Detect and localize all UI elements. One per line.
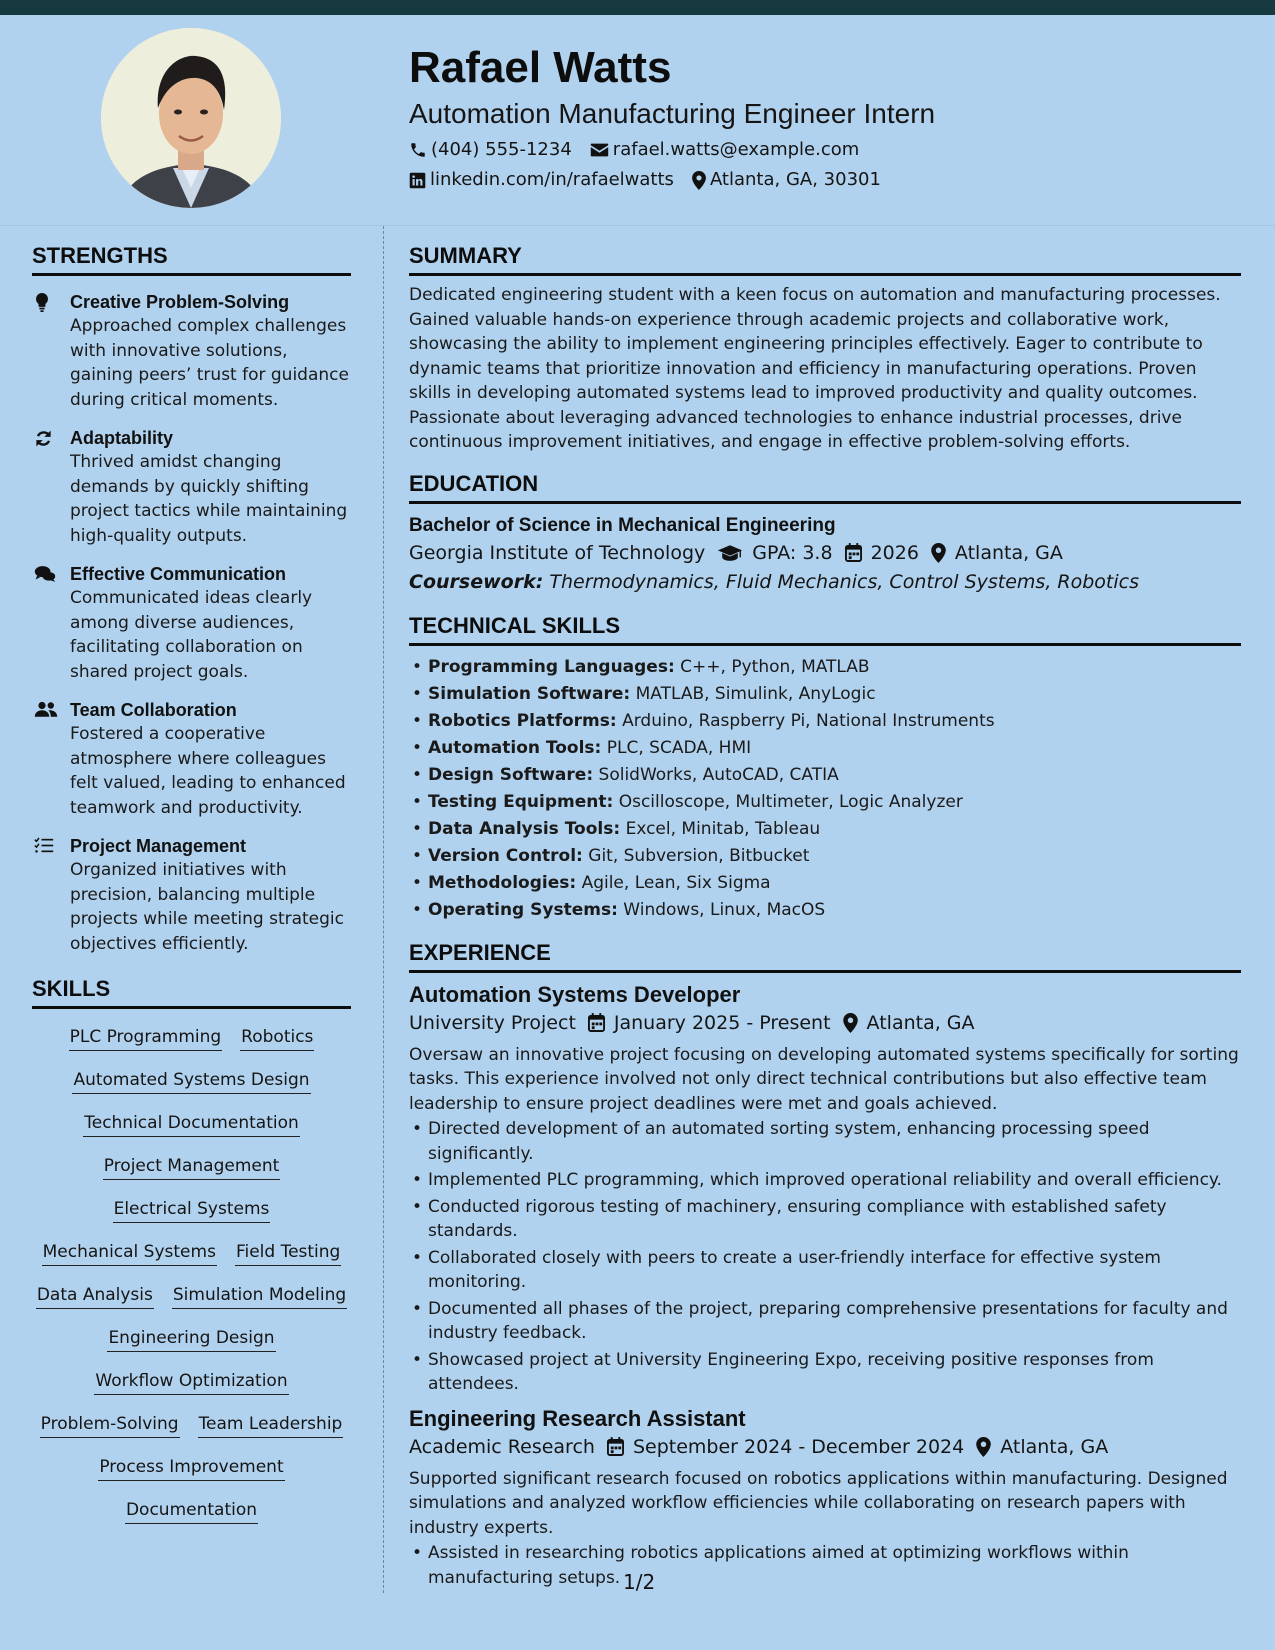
email-text[interactable]: rafael.watts@example.com (612, 139, 860, 160)
tech-skill-item (409, 897, 1241, 924)
gpa-item (717, 539, 832, 567)
job-dates-item (607, 1433, 964, 1461)
left-column (32, 243, 351, 1524)
tech-skill-label: Methodologies: (428, 872, 577, 893)
job-dates-item (588, 1009, 831, 1037)
year-text: 2026 (870, 541, 919, 564)
map-pin-icon (931, 543, 946, 563)
tech-skill-value: Git, Subversion, Bitbucket (588, 845, 810, 866)
tech-skill-value: PLC, SCADA, HMI (606, 737, 752, 758)
strength-title: Team Collaboration (70, 700, 237, 720)
strength-item (32, 698, 351, 820)
edu-location-text: Atlanta, GA (954, 541, 1063, 564)
job-bullet: • Directed development of an automated sorting system, enhancing processing speed significantly. (409, 1117, 1241, 1166)
tech-skill-label: Data Analysis Tools: (428, 818, 621, 839)
job-bullet: • Showcased project at University Engineering Expo, receiving positive responses from attendees. (409, 1348, 1241, 1397)
skill-tag: PLC Programming (69, 1025, 223, 1051)
lightbulb-icon (34, 293, 50, 312)
column-divider (383, 226, 384, 1593)
tech-skill-item (409, 816, 1241, 843)
strength-title: Effective Communication (70, 564, 287, 584)
job-location: Atlanta, GA (866, 1011, 975, 1034)
calendar-icon (588, 1013, 605, 1032)
calendar-icon (845, 543, 862, 562)
edu-location-item (931, 539, 1063, 567)
strengths-heading: STRENGTHS (32, 243, 351, 276)
year-item (845, 539, 919, 567)
tech-skill-item (409, 735, 1241, 762)
map-pin-icon (976, 1437, 991, 1457)
map-pin-icon (843, 1013, 858, 1033)
header-divider (0, 225, 1275, 226)
gpa-text: GPA: 3.8 (752, 541, 833, 564)
tech-skill-value: Arduino, Raspberry Pi, National Instruments (622, 710, 995, 731)
tech-skill-item (409, 762, 1241, 789)
tech-skill-value: Excel, Minitab, Tableau (625, 818, 821, 839)
tech-skill-item (409, 681, 1241, 708)
candidate-role: Automation Manufacturing Engineer Intern (409, 98, 936, 129)
linkedin-contact[interactable] (409, 168, 674, 192)
summary-heading: SUMMARY (409, 243, 1241, 276)
calendar-icon (607, 1437, 624, 1456)
education-meta (409, 539, 1241, 567)
tech-skill-label: Operating Systems: (428, 899, 618, 920)
job-org: University Project (409, 1011, 576, 1034)
tech-skill-value: SolidWorks, AutoCAD, CATIA (598, 764, 839, 785)
strength-desc: Fostered a cooperative atmosphere where colleagues felt valued, leading to enhanced teamwork and productivity. (70, 724, 346, 818)
education-heading: EDUCATION (409, 471, 1241, 504)
strength-desc: Thrived amidst changing demands by quickly shifting project tactics while maintaining high-quality outputs. (70, 452, 348, 546)
skills-heading: SKILLS (32, 976, 351, 1009)
strength-item (32, 426, 351, 548)
degree-title: Bachelor of Science in Mechanical Engineering (409, 514, 836, 536)
envelope-icon (590, 142, 609, 158)
strength-desc: Approached complex challenges with innovative solutions, gaining peers’ trust for guidance during critical moments. (70, 316, 349, 410)
job-location-item (976, 1433, 1108, 1461)
coursework-list: Thermodynamics, Fluid Mechanics, Control Systems, Robotics (549, 570, 1139, 593)
skill-tag: Process Improvement (98, 1455, 284, 1481)
strength-title: Adaptability (70, 428, 174, 448)
strength-item (32, 834, 351, 956)
users-icon (34, 701, 58, 718)
technical-skills-list (409, 654, 1241, 924)
tasks-icon (34, 837, 54, 854)
tech-skill-item (409, 843, 1241, 870)
strengths-list (32, 290, 351, 956)
tech-skill-value: MATLAB, Simulink, AnyLogic (635, 683, 876, 704)
page-number: 1/2 (623, 1570, 656, 1594)
skill-tag: Robotics (240, 1025, 314, 1051)
tech-skill-value: Agile, Lean, Six Sigma (581, 872, 771, 893)
phone-contact (409, 138, 572, 162)
graduation-cap-icon (717, 544, 743, 562)
profile-photo (101, 28, 281, 208)
job-meta (409, 1433, 1241, 1461)
job-bullet: • Conducted rigorous testing of machinery, ensuring compliance with established safety standards. (409, 1195, 1241, 1244)
skill-tag: Mechanical Systems (42, 1240, 217, 1266)
email-contact[interactable] (590, 138, 859, 162)
phone-text: (404) 555-1234 (431, 139, 572, 160)
location-contact (692, 168, 881, 192)
tech-skill-label: Version Control: (428, 845, 583, 866)
job-dates: January 2025 - Present (613, 1011, 831, 1034)
right-column (409, 243, 1241, 1592)
tech-skill-item (409, 654, 1241, 681)
strength-item (32, 290, 351, 412)
job-org: Academic Research (409, 1435, 595, 1458)
skill-tag: Documentation (125, 1498, 258, 1524)
strength-title: Creative Problem-Solving (70, 292, 290, 312)
tech-skill-label: Automation Tools: (428, 737, 602, 758)
skill-tag: Simulation Modeling (172, 1283, 347, 1309)
map-pin-icon (692, 171, 706, 190)
phone-icon (409, 141, 427, 159)
job-bullets (409, 1117, 1241, 1397)
experience-heading: EXPERIENCE (409, 940, 1241, 973)
job-description: Supported significant research focused on robotics applications within manufacturing. Designed simulations and analyzed workflow efficiencies while collaborating on research papers with industry experts. (409, 1468, 1228, 1538)
tech-skill-label: Programming Languages: (428, 656, 675, 677)
school-name: Georgia Institute of Technology (409, 541, 706, 564)
strength-desc: Organized initiatives with precision, balancing multiple projects while meeting strategic objectives efficiently. (70, 860, 345, 954)
summary-text: Dedicated engineering student with a keen focus on automation and manufacturing processes. Gained valuable hands-on experience through academic projects and collaborative work, showcasing the ability to implement engineering principles effectively. Eager to contribute to dynamic teams that prioritize innovation and efficiency in manufacturing operations. Proven skills in developing automated systems lead to improved productivity and quality outcomes. Passionate about leveraging advanced technologies to enhance industrial processes, drive continuous improvement initiatives, and engage in effective problem-solving efforts. (409, 285, 1221, 452)
top-bar (0, 0, 1275, 15)
skill-tag: Data Analysis (36, 1283, 154, 1309)
strength-desc: Communicated ideas clearly among diverse audiences, facilitating collaboration on shared project goals. (70, 588, 313, 682)
job-bullet: • Assisted in researching robotics applications aimed at optimizing workflows within manufacturing setups. (409, 1541, 1241, 1590)
tech-skill-value: C++, Python, MATLAB (680, 656, 870, 677)
job-location: Atlanta, GA (1000, 1435, 1109, 1458)
job-title: Engineering Research Assistant (409, 1405, 746, 1431)
skill-tag: Team Leadership (198, 1412, 344, 1438)
job-location-item (843, 1009, 975, 1037)
job-meta (409, 1009, 1241, 1037)
job-bullet: • Documented all phases of the project, preparing comprehensive presentations for faculty and industry feedback. (409, 1297, 1241, 1346)
skill-tag: Engineering Design (107, 1326, 275, 1352)
technical-skills-heading: TECHNICAL SKILLS (409, 613, 1241, 646)
resume-header (409, 40, 1249, 192)
skills-tags (32, 1025, 351, 1524)
coursework-label: Coursework: (409, 570, 544, 593)
location-text: Atlanta, GA, 30301 (709, 169, 881, 190)
tech-skill-label: Testing Equipment: (428, 791, 614, 812)
skill-tag: Workflow Optimization (94, 1369, 288, 1395)
coursework (409, 567, 1241, 597)
skill-tag: Electrical Systems (113, 1197, 271, 1223)
tech-skill-label: Robotics Platforms: (428, 710, 617, 731)
skill-tag: Field Testing (235, 1240, 341, 1266)
strength-item (32, 562, 351, 684)
contact-row-2 (409, 168, 1249, 192)
skill-tag: Automated Systems Design (72, 1068, 310, 1094)
tech-skill-item (409, 870, 1241, 897)
job-title: Automation Systems Developer (409, 981, 741, 1007)
job-description: Oversaw an innovative project focusing on developing automated systems specifically for sorting tasks. This experience involved not only direct technical contributions but also effective team leadership to ensure project deadlines were met and goals achieved. (409, 1044, 1239, 1114)
chat-icon (34, 565, 56, 583)
tech-skill-item (409, 708, 1241, 735)
job-bullets (409, 1541, 1241, 1590)
tech-skill-item (409, 789, 1241, 816)
refresh-icon (34, 429, 53, 448)
strength-title: Project Management (70, 836, 247, 856)
skill-tag: Project Management (103, 1154, 281, 1180)
job-bullet: • Collaborated closely with peers to create a user-friendly interface for effective system monitoring. (409, 1246, 1241, 1295)
skill-tag: Problem-Solving (40, 1412, 180, 1438)
linkedin-icon (409, 172, 426, 189)
job-dates: September 2024 - December 2024 (632, 1435, 965, 1458)
job-bullet: • Implemented PLC programming, which improved operational reliability and overall efficiency. (409, 1168, 1241, 1193)
candidate-name: Rafael Watts (409, 43, 672, 92)
skill-tag: Technical Documentation (83, 1111, 300, 1137)
tech-skill-value: Oscilloscope, Multimeter, Logic Analyzer (618, 791, 963, 812)
contact-row-1 (409, 138, 1249, 162)
linkedin-text[interactable]: linkedin.com/in/rafaelwatts (430, 169, 674, 190)
tech-skill-value: Windows, Linux, MacOS (623, 899, 826, 920)
tech-skill-label: Simulation Software: (428, 683, 631, 704)
tech-skill-label: Design Software: (428, 764, 594, 785)
